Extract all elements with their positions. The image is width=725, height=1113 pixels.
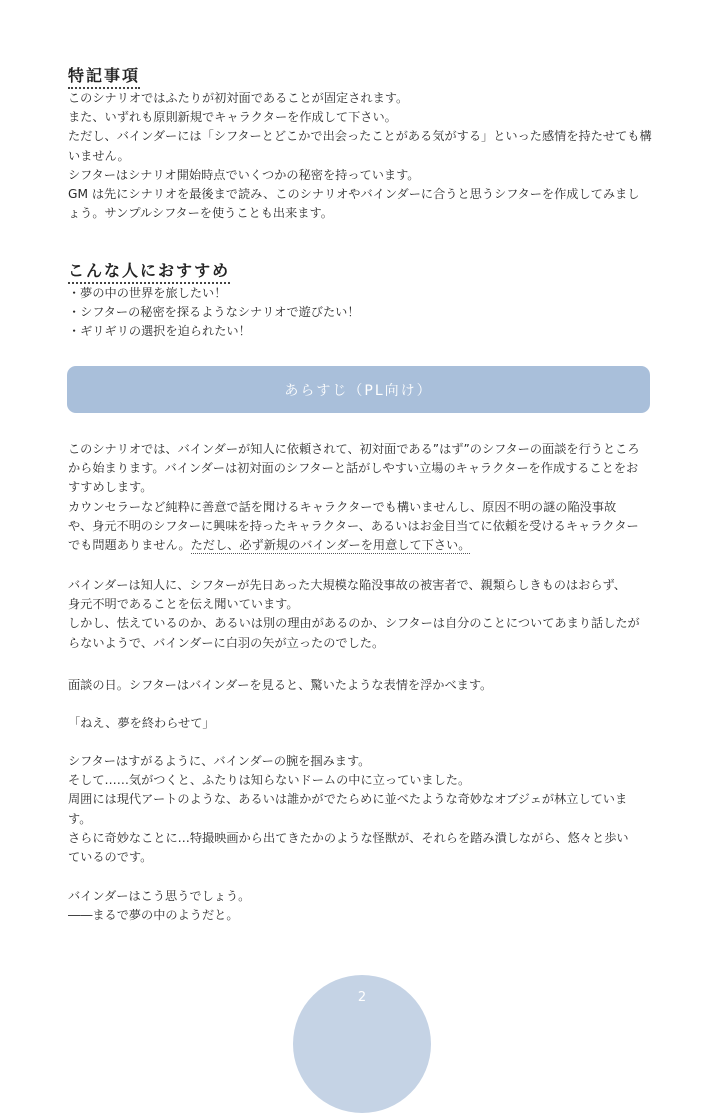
- notes-line: ただし、バインダーには「シフターとどこかで出会ったことがある気がする」といった感情を持たせても構: [68, 129, 652, 144]
- notes-line: シフターはシナリオ開始時点でいくつかの秘密を持っています。: [68, 167, 420, 182]
- notes-body: [68, 89, 668, 223]
- synopsis-line: カウンセラーなど純粋に善意で話を聞けるキャラクターでも構いませんし、原因不明の謎の陥没事故: [68, 499, 617, 514]
- synopsis-para-4: [68, 714, 668, 733]
- recommend-item: ・ギリギリの選択を迫られたい！: [68, 324, 251, 339]
- synopsis-line: バインダーはこう思うでしょう。: [68, 889, 251, 903]
- synopsis-line: 身元不明であることを伝え聞いています。: [68, 597, 299, 612]
- recommend-item: ・シフターの秘密を探るようなシナリオで遊びたい！: [68, 305, 360, 320]
- synopsis-banner-title: あらすじ（PL向け）: [284, 382, 433, 399]
- synopsis-line: [68, 536, 668, 555]
- synopsis-line: す。: [68, 811, 92, 826]
- synopsis-para-2: [68, 576, 668, 653]
- synopsis-para-5: [68, 752, 668, 867]
- synopsis-line: シフターはすがるように、バインダーの腕を掴みます。: [68, 754, 371, 768]
- synopsis-para-3: [68, 676, 668, 695]
- recommend-list: [68, 284, 668, 342]
- synopsis-line: すすめします。: [68, 480, 153, 495]
- synopsis-line: ているのです。: [68, 850, 153, 865]
- synopsis-line: らないようで、バインダーに白羽の矢が立ったのでした。: [68, 635, 385, 650]
- synopsis-line: そして……気がつくと、ふたりは知らないドームの中に立っていました。: [68, 773, 471, 788]
- synopsis-line: や、身元不明のシフターに興味を持ったキャラクター、あるいはお金目当てに依頼を受けるキャラクター: [68, 518, 639, 533]
- shifter-quote: 「ねえ、夢を終わらせて」: [68, 716, 215, 730]
- notes-line: ょう。サンプルシフターを使うことも出来ます。: [68, 206, 333, 221]
- notes-line: いません。: [68, 148, 130, 163]
- recommend-item: ・夢の中の世界を旅したい！: [68, 286, 227, 300]
- synopsis-banner: [67, 366, 650, 413]
- synopsis-para-6: [68, 887, 668, 925]
- synopsis-line: このシナリオでは、バインダーが知人に依頼されて、初対面である”はず”のシフターの面談を行うところ: [68, 442, 640, 456]
- synopsis-line: から始まります。バインダーは初対面のシフターと話がしやすい立場のキャラクターを作成することをお: [68, 461, 639, 476]
- page-number: 2: [357, 990, 367, 1005]
- synopsis-para-1: [68, 440, 668, 555]
- notes-line: GM は先にシナリオを最後まで読み、このシナリオやバインダーに合うと思うシフターを作成してみまし: [68, 187, 640, 202]
- recommend-heading: こんな人におすすめ: [68, 261, 230, 284]
- synopsis-line: 面談の日。シフターはバインダーを見ると、驚いたような表情を浮かべます。: [68, 678, 493, 692]
- synopsis-line: 周囲には現代アートのような、あるいは誰かがでたらめに並べたような奇妙なオブジェが林立していま: [68, 792, 628, 807]
- synopsis-line: さらに奇妙なことに…特撮映画から出てきたかのような怪獣が、それらを踏み潰しながら、悠々と歩い: [68, 830, 629, 845]
- new-binder-note: ただし、必ず新規のバインダーを用意して下さい。: [190, 538, 471, 553]
- synopsis-line: バインダーは知人に、シフターが先日あった大規模な陥没事故の被害者で、親類らしきものはおらず、: [68, 578, 626, 592]
- notes-line: また、いずれも原則新規でキャラクターを作成して下さい。: [68, 110, 397, 125]
- notes-heading: 特記事項: [68, 66, 140, 89]
- synopsis-line: ――まるで夢の中のようだと。: [68, 908, 239, 923]
- synopsis-line: しかし、怯えているのか、あるいは別の理由があるのか、シフターは自分のことについてあまり話したが: [68, 616, 640, 631]
- synopsis-line-text: でも問題ありません。: [68, 538, 191, 553]
- notes-line: このシナリオではふたりが初対面であることが固定されます。: [68, 91, 409, 105]
